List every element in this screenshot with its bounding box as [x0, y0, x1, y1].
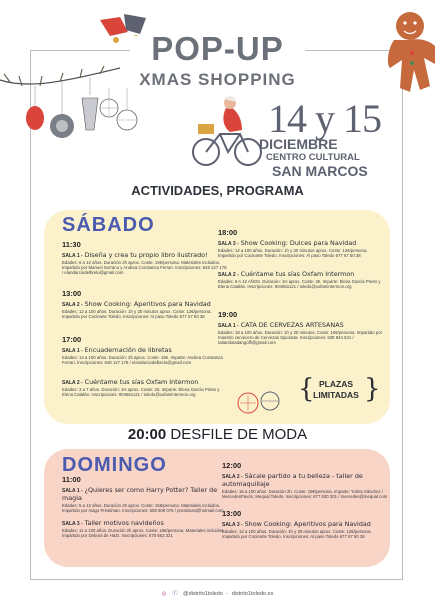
- footer: ◎ ⓕ @distrito1toledo - distrito1toledo.es: [161, 591, 274, 597]
- slot-details: Edades: 5 a 12 años. Duración 2h aprox. Coste: 15€/persona. Materiales incluidos. Impartido por mago Prestiman. Inscripciones: 608 508 076 / prestiman@hotmail.com: [62, 503, 224, 514]
- slot-activity: CATA DE CERVEZAS ARTESANAS: [240, 321, 344, 329]
- footer-website[interactable]: distrito1toledo.es: [231, 591, 274, 597]
- slot-activity: ¿Quieres ser como Harry Potter? Taller de magia: [62, 486, 218, 502]
- schedule-slot: [62, 289, 228, 319]
- brace-left-icon: {: [298, 374, 315, 404]
- limited-places-note: [305, 379, 367, 401]
- schedule-slot: [222, 509, 388, 539]
- schedule-slot: [62, 517, 228, 538]
- schedule-slot: [62, 475, 228, 513]
- slot-time: 17:00: [62, 335, 82, 344]
- slot-room: SALA 2 -: [62, 380, 83, 386]
- schedule-slot: [218, 310, 384, 346]
- schedule-slot: [218, 268, 384, 289]
- slot-room: SALA 2 -: [218, 272, 239, 278]
- slot-room: SALA 1 -: [62, 488, 83, 494]
- christmas-balls-icon: [95, 88, 145, 143]
- limited-places-line-1: PLAZAS: [319, 379, 353, 389]
- limited-places-line-2: LIMITADAS: [313, 390, 359, 400]
- footer-handle[interactable]: @distrito1toledo: [183, 591, 223, 597]
- schedule-slot: [62, 335, 228, 365]
- page-subtitle: XMAS SHOPPING: [139, 70, 296, 89]
- slot-activity: Cuéntame tus sías Oxfam Intermon: [84, 378, 199, 386]
- slot-details: Edades: 18 a 100 años. Duración: 1h y 30 minutos. Coste: 10€/persona. Impartido por maestro cervecero de Cervezas Spiorarta. Inscripciones: 638 944 541 / tatiandoladangoffi@gmail.com: [218, 330, 383, 346]
- slot-time: 18:00: [218, 228, 238, 237]
- slot-time: 13:00: [222, 509, 242, 518]
- venue-line-2: SAN MARCOS: [272, 163, 368, 179]
- slot-room: SALA 2 -: [222, 474, 243, 480]
- slot-activity: Show Cooking: Aperitivos para Navidad: [244, 520, 371, 528]
- program-heading: ACTIVIDADES, PROGRAMA: [131, 183, 304, 198]
- slot-room: SALA 1 -: [62, 253, 83, 259]
- slot-activity: Taller motivos navideños: [84, 519, 164, 527]
- slot-room: SALA 3 -: [222, 522, 243, 528]
- slot-room: SALA 2 -: [62, 302, 83, 308]
- slot-activity: Show Cooking: Aperitivos para Navidad: [84, 300, 211, 308]
- venue-line-1: CENTRO CULTURAL: [266, 152, 360, 163]
- event-month: DICIEMBRE: [259, 136, 338, 152]
- facebook-icon: ⓕ: [171, 591, 178, 597]
- fashion-show-banner: [0, 426, 435, 443]
- slot-details: Edades: 12 a 100 años. Duración: 1h y 30 minutos aprox. Coste: 12€/persona. Impartido por Cocinarte Toledo. Inscripciones: Al paso Toledo 677 67 50 38: [218, 248, 368, 259]
- fashion-show-label: DESFILE DE MODA: [170, 426, 308, 443]
- page-title: POP-UP: [151, 30, 284, 67]
- sunday-title: DOMINGO: [62, 454, 167, 476]
- slot-time: 19:00: [218, 310, 238, 319]
- slot-activity: Cuéntame tus sías Oxfam Intermon: [240, 270, 355, 278]
- slot-details: Edades: 16 a 100 años. Duración 2h. Coste: 19€/persona. Imparte: Yolma Sánchez / MercedesPavón, Mequal Toledo. Inscripciones: 677 530 301 / mercedes@mequal.com: [222, 489, 388, 500]
- slot-activity: Diseña y crea tu propio libro ilustrado!: [84, 251, 208, 259]
- slot-time: 11:30: [62, 240, 81, 249]
- slot-details: Edades: 3 a 7 años. Duración: 1H aprox. Coste: 2€. Imparte: Elena García Prieto y Elena Catalán. Inscripciones: 904651121 / toledo@oxfamintermon.org: [62, 387, 220, 398]
- ornament-balls-icon: [236, 388, 282, 416]
- fashion-show-time: 20:00: [127, 426, 167, 443]
- slot-time: 11:00: [62, 475, 81, 484]
- slot-room: SALA 1 -: [62, 348, 83, 354]
- instagram-icon: ◎: [161, 591, 167, 597]
- slot-details: Edades: 11 a 100 años. Duración 2h aprox. Coste: 18€/persona. Materiales incluidos. Impartido por Debora de H&O. Inscripciones: 670 553 321: [62, 528, 225, 539]
- slot-room: SALA 3 -: [62, 521, 83, 527]
- slot-details: Edades: 12 a 100 años. Duración: 1h y 30 minutos aprox. Coste: 12€/persona. Impartido por Cocinarte Toledo. Inscripciones: Al paso Toledo 677 67 50 38: [222, 529, 372, 540]
- slot-room: SALA 1 -: [218, 323, 239, 329]
- slot-time: 13:00: [62, 289, 82, 298]
- slot-activity: Show Cooking: Dulces para Navidad: [240, 239, 357, 247]
- slot-details: Edades: 14 a 100 años. Duración: 2h aprox. Coste: 15€. Imparte: Andrea Constanza Ferrari. Inscripciones: 648 127 178 / elandarciodelbrelo@gmail.com: [62, 355, 223, 366]
- brace-right-icon: }: [364, 374, 381, 404]
- slot-details: Edades: 12 a 100 años. Duración: 1h y 30 minutos aprox. Coste: 12€/persona. Impartido por Cocinarte Toledo. Inscripciones: Al paso Toledo 677 67 50 38: [62, 309, 212, 320]
- slot-time: 12:00: [222, 461, 242, 470]
- event-dates: 14 y 15: [268, 96, 381, 141]
- schedule-slot: [222, 461, 388, 499]
- schedule-slot: [62, 240, 228, 276]
- slot-details: Edades: 6 a 12 años. Duración 2h aprox. Coste: 19€/persona. Materiales incluidos. Impartido por Manuel Serrano y Andrea Constanza Ferrari. Inscripciones: 648 127 178 / elandarciodelbrelo@gmail.com: [62, 260, 227, 276]
- slot-activity: Encuadernación de libretas: [84, 346, 172, 354]
- slot-details: Edades: 8 A 12 AÑOS. Duración: 1H aprox. Coste: 2€. Imparte: Elena García Prieto y Elena Catalán. Inscripciones: 904651121 / toledo@oxfamintermon.org: [218, 279, 381, 290]
- slot-room: SALA 3 -: [218, 241, 239, 247]
- schedule-slot: [218, 228, 384, 258]
- slot-activity: Sácale partido a tu belleza - taller de automaquillaje: [222, 472, 363, 488]
- schedule-slot: [62, 376, 228, 397]
- saturday-title: SÁBADO: [62, 214, 155, 236]
- cyclist-illustration-icon: [190, 94, 265, 169]
